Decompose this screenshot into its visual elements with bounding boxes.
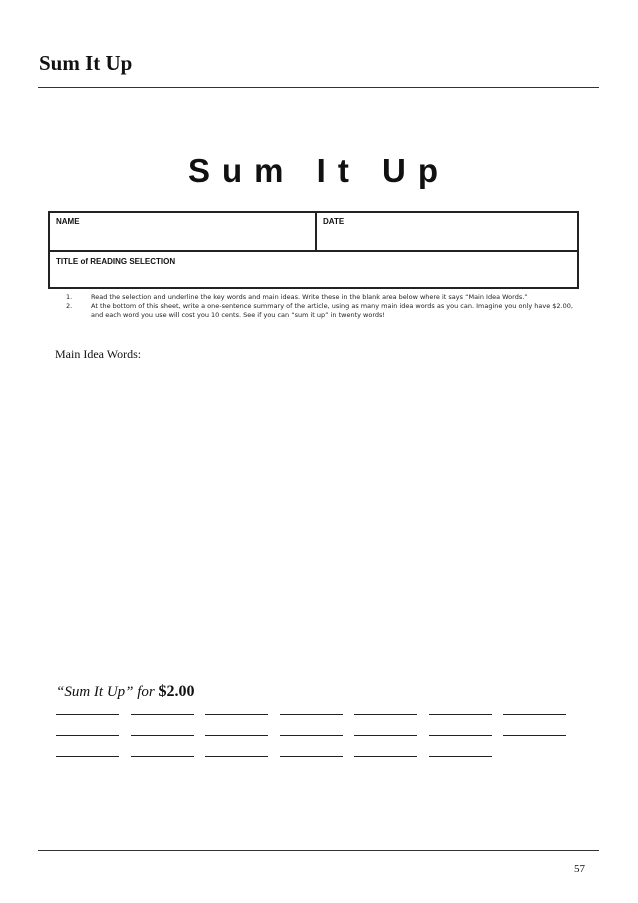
instruction-number: 2.	[66, 302, 73, 310]
date-field[interactable]	[317, 213, 577, 250]
word-blank[interactable]	[205, 756, 268, 757]
word-blank[interactable]	[131, 756, 194, 757]
instruction-text: Read the selection and underline the key words and main ideas. Write these in the blank area below where it says “Main Idea Words.”	[91, 293, 528, 301]
page-number: 57	[574, 863, 585, 875]
summary-label	[56, 683, 195, 701]
top-divider	[38, 87, 599, 88]
bottom-divider	[38, 850, 599, 851]
name-label: NAME	[56, 217, 80, 226]
reading-title-label: TITLE of READING SELECTION	[56, 257, 176, 266]
word-blank[interactable]	[280, 735, 343, 736]
summary-label-text: “Sum It Up” for	[56, 684, 155, 700]
word-blank[interactable]	[503, 714, 566, 715]
word-blank[interactable]	[131, 714, 194, 715]
word-blank[interactable]	[205, 735, 268, 736]
name-field[interactable]	[50, 213, 317, 250]
word-blank[interactable]	[503, 735, 566, 736]
date-label: DATE	[323, 217, 345, 226]
instruction-number: 1.	[66, 293, 73, 301]
word-blank[interactable]	[354, 735, 417, 736]
word-blank[interactable]	[56, 756, 119, 757]
word-blank[interactable]	[429, 714, 492, 715]
worksheet-title: Sum It Up	[188, 152, 450, 189]
running-title: Sum It Up	[39, 51, 133, 75]
word-blank[interactable]	[280, 756, 343, 757]
word-blank[interactable]	[131, 735, 194, 736]
info-form	[48, 211, 579, 289]
word-blank[interactable]	[429, 735, 492, 736]
instruction-item	[66, 302, 576, 320]
main-idea-label: Main Idea Words:	[55, 347, 142, 361]
reading-title-field[interactable]	[50, 252, 577, 287]
word-blank[interactable]	[354, 714, 417, 715]
instruction-item	[66, 293, 576, 302]
word-blank[interactable]	[429, 756, 492, 757]
word-blank[interactable]	[205, 714, 268, 715]
word-blank[interactable]	[354, 756, 417, 757]
info-row-top	[50, 213, 577, 252]
word-blank[interactable]	[280, 714, 343, 715]
instructions-list	[66, 293, 576, 320]
word-blank[interactable]	[56, 714, 119, 715]
word-blank[interactable]	[56, 735, 119, 736]
instruction-text: At the bottom of this sheet, write a one-sentence summary of the article, using as many main idea words as you can. Imagine you only have $2.00, and each word you use will cost you 10 cents. See if you can “sum it up” in twenty words!	[91, 302, 573, 319]
summary-amount: $2.00	[158, 683, 195, 700]
